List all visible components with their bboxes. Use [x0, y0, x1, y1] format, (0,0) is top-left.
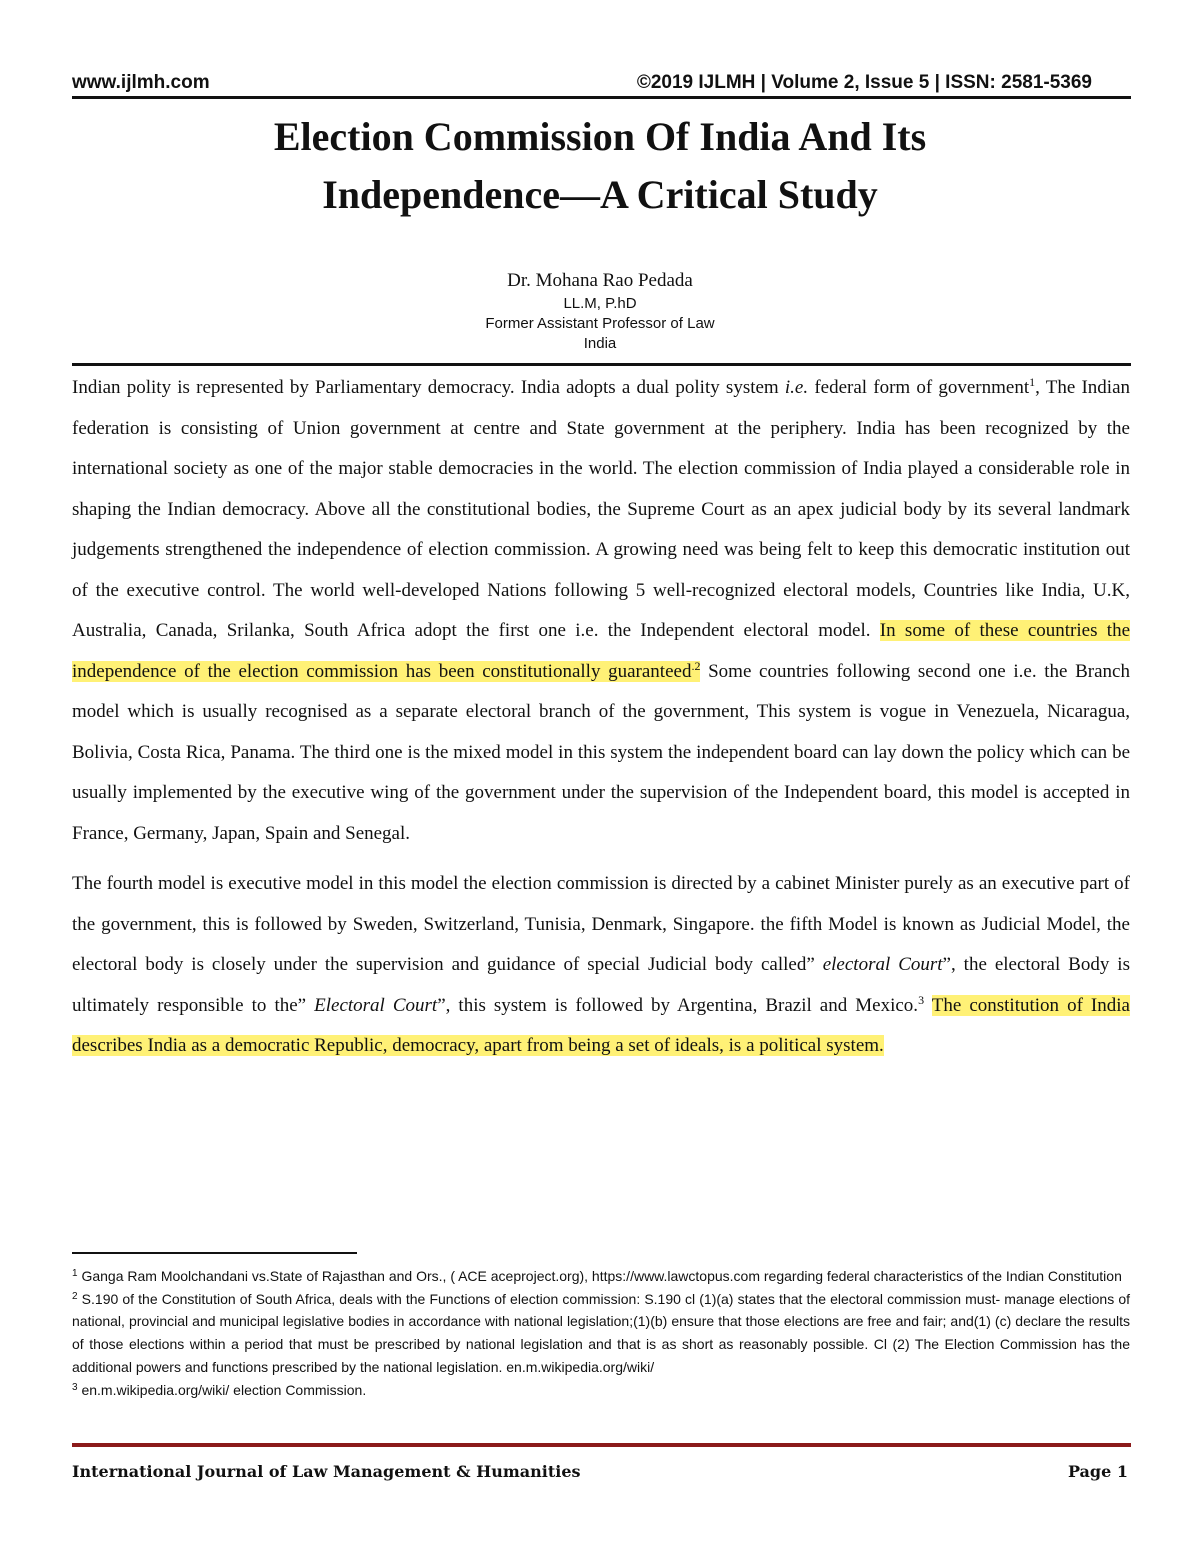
body-text: [72, 368, 1130, 1067]
author-degree: LL.M, P.hD: [563, 295, 637, 312]
paper-title: [100, 108, 1100, 224]
footnote-divider: [72, 1252, 357, 1254]
author-country: India: [583, 335, 617, 352]
footnote-1: $^1$ Ganga Ram Moolchandani vs.State of Rajasthan and Ors., ( ACE aceproject.org), https://www.lawctopus.com regarding federal characteristics of the Indian Constitution: [72, 1268, 1122, 1284]
footnote-3: $^3$ en.m.wikipedia.org/wiki/ election Commission.: [72, 1381, 367, 1398]
paragraph-1: Indian polity is represented by Parliamentary democracy. India adopts a dual polity system i.e. federal form of government$^1$, The Indian federation is consisting of Union government at centre and State government at the periphery. India has been recognized by the international society as one of the major stable democracies in the world. The election commission of India played a considerable role in shaping the Indian democracy. Above all the constitutional bodies, the Supreme Court as an apex judicial body by its several landmark judgements strengthened the independence of election commission. A growing need was being felt to keep this democratic institution out of the executive control. The world well-developed Nations following 5 well-recognized electoral models, Countries like India, U.K, Australia, Canada, Srilanka, South Africa adopt the first one i.e. the Independent electoral model. In some of these countries the independence of the election commission has been constitutionally guaranteed$^{.2}$ Some countries following second one i.e. the Branch model which is usually recognised as a separate electoral branch of the government, This system is vogue in Venezuela, Nicaragua, Bolivia, Costa Rica, Panama. The third one is the mixed model in this system the independent board can lay down the policy which can be usually implemented by the executive wing of the government under the supervision of the Independent board, this model is accepted in France, Germany, Japan, Spain and Senegal.: [72, 375, 1131, 844]
footnote-ref-1[interactable]: 1: [1029, 375, 1036, 389]
journal-name: International Journal of Law Management & Humanities: [72, 1462, 581, 1481]
footer-divider: [72, 1443, 1131, 1447]
highlighted-text-1: In some of these countries the independence of the election commission has been constitutionally guaranteed$^{.2}$: [72, 620, 1131, 682]
title-line-1: Election Commission Of India And Its: [273, 114, 927, 159]
paragraph-2: The fourth model is executive model in this model the election commission is directed by a cabinet Minister purely as an executive part of the government, this is followed by Sweden, Switzerland, Tunisia, Denmark, Singapore. the fifth Model is known as Judicial Model, the electoral body is closely under the supervision and guidance of special Judicial body called” electoral Court”, the electoral Body is ultimately responsible to the” Electoral Court”, this system is followed by Argentina, Brazil and Mexico.$^3$ The constitution of India describes India as a democratic Republic, democracy, apart from being a set of ideals, is a political system.: [72, 873, 1130, 1056]
footnote-2: $^2$ S.190 of the Constitution of South Africa, deals with the Functions of election commission: S.190 cl (1)(a) states that the electoral commission must- manage elections of national, provincial and municipal legislative bodies in accordance with national legislation;(1)(b) ensure that those elections are free and fair; and(1) (c) declare the results of those elections within a period that must be prescribed by national legislation and that is as short as reasonably possible. Cl (2) The Election Commission has the additional powers and functions prescribed by the national legislation. en.m.wikipedia.org/wiki/: [72, 1290, 1130, 1375]
journal-website: www.ijlmh.com: [72, 72, 210, 93]
footnote-ref-2[interactable]: .2: [691, 658, 701, 673]
highlighted-text-2: The constitution of India describes India as a democratic Republic, democracy, apart from being a set of ideals, is a political system.: [72, 994, 1130, 1056]
footnotes: [72, 1265, 1130, 1401]
author-name: Dr. Mohana Rao Pedada: [507, 270, 693, 291]
page-number: Page 1: [1067, 1462, 1128, 1481]
author-position: Former Assistant Professor of Law: [485, 315, 715, 332]
author-divider: [72, 363, 1131, 366]
footnote-ref-3[interactable]: 3: [918, 992, 925, 1007]
running-header: [72, 70, 1130, 98]
title-line-2: Independence—A Critical Study: [322, 172, 878, 217]
header-divider: [72, 96, 1131, 99]
author-block: [300, 268, 900, 354]
issue-info: ©2019 IJLMH | Volume 2, Issue 5 | ISSN: 2581-5369: [636, 72, 1092, 93]
